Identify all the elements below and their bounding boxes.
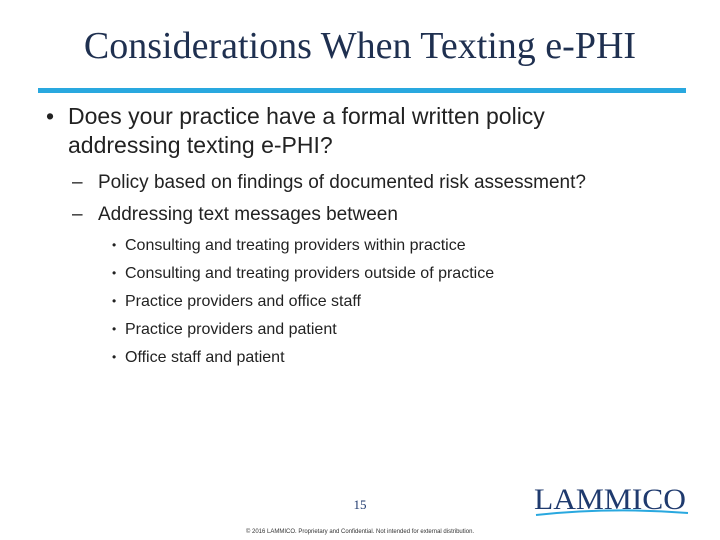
slide-title: Considerations When Texting e-PHI [83,25,637,67]
nested-bullet [112,263,494,284]
nested-bullet-marker: • [112,238,117,252]
lammico-logo-text: LAMMICO [534,483,686,516]
main-bullet-line-2: addressing texting e-PHI? [68,132,333,158]
nested-bullet [112,319,337,340]
nested-bullet-text: Consulting and treating providers within practice [125,237,466,254]
sub-bullet [72,203,398,227]
nested-bullet-marker: • [112,266,117,280]
nested-bullet-text: Practice providers and patient [125,321,337,338]
footer-copyright: © 2016 LAMMICO. Proprietary and Confidential. Not intended for external distribution. [245,529,475,535]
nested-bullet-text: Office staff and patient [125,349,285,366]
main-bullet [46,102,545,160]
nested-bullet [112,235,466,256]
main-bullet-marker: • [46,103,55,129]
title-divider [38,88,686,93]
page-number: 15 [353,497,367,512]
sub-bullet-text: Addressing text messages between [98,204,398,225]
nested-bullet [112,291,361,312]
nested-bullet-text: Consulting and treating providers outside of practice [125,265,495,282]
nested-bullet-marker: • [112,322,117,336]
main-bullet-line-1: Does your practice have a formal written policy [68,103,545,129]
nested-bullet-marker: • [112,350,117,364]
nested-bullet [112,347,285,368]
sub-bullet-text: Policy based on findings of documented risk assessment? [98,172,586,193]
lammico-logo [532,480,690,520]
sub-bullet-marker: – [72,204,83,225]
sub-bullet [72,171,586,195]
nested-bullet-text: Practice providers and office staff [125,293,361,310]
nested-bullet-marker: • [112,294,117,308]
sub-bullet-marker: – [72,172,83,193]
